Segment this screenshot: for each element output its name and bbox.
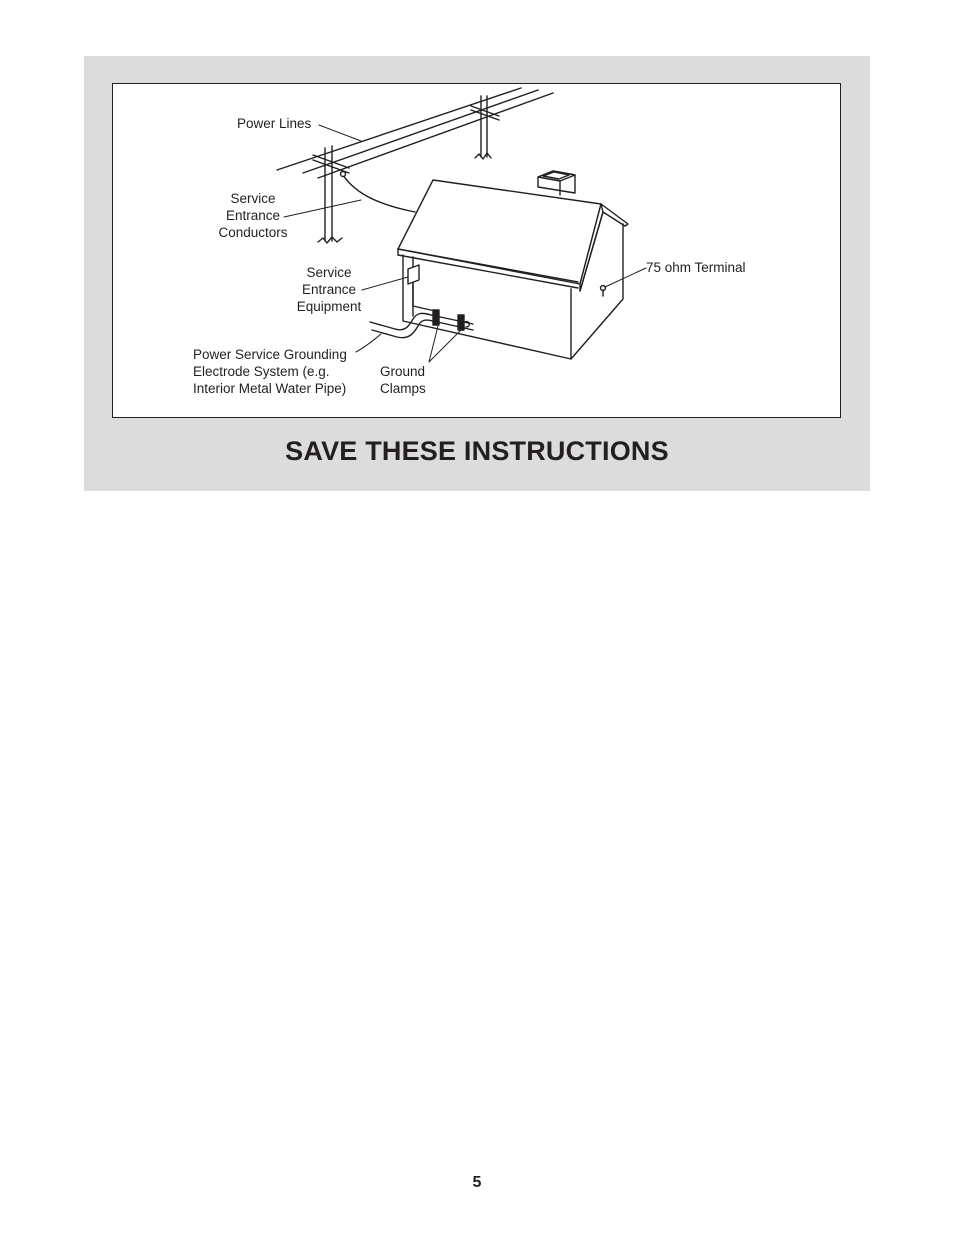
- label-grounding-electrode-system: Power Service Grounding Electrode System (e.g. Interior Metal Water Pipe): [193, 347, 347, 396]
- page-number: 5: [472, 1174, 482, 1191]
- save-instructions-heading: SAVE THESE INSTRUCTIONS: [285, 436, 669, 466]
- grounding-figure-panel: [84, 56, 870, 491]
- label-75-ohm-terminal: 75 ohm Terminal: [646, 260, 746, 275]
- label-service-entrance-conductors: Service Entrance Conductors: [218, 191, 288, 240]
- service-entrance-conductor-wire: [341, 172, 415, 212]
- service-entrance-equipment-box: [408, 265, 435, 311]
- house-roof: [398, 180, 628, 291]
- grounding-diagram: [112, 83, 841, 418]
- utility-pole-left: [313, 146, 349, 243]
- label-service-entrance-equipment: Service Entrance Equipment: [296, 265, 362, 314]
- label-ground-clamps: Ground Clamps: [380, 364, 426, 396]
- chimney: [538, 171, 575, 195]
- label-power-lines: Power Lines: [237, 116, 312, 131]
- power-lines-wires: [277, 88, 553, 178]
